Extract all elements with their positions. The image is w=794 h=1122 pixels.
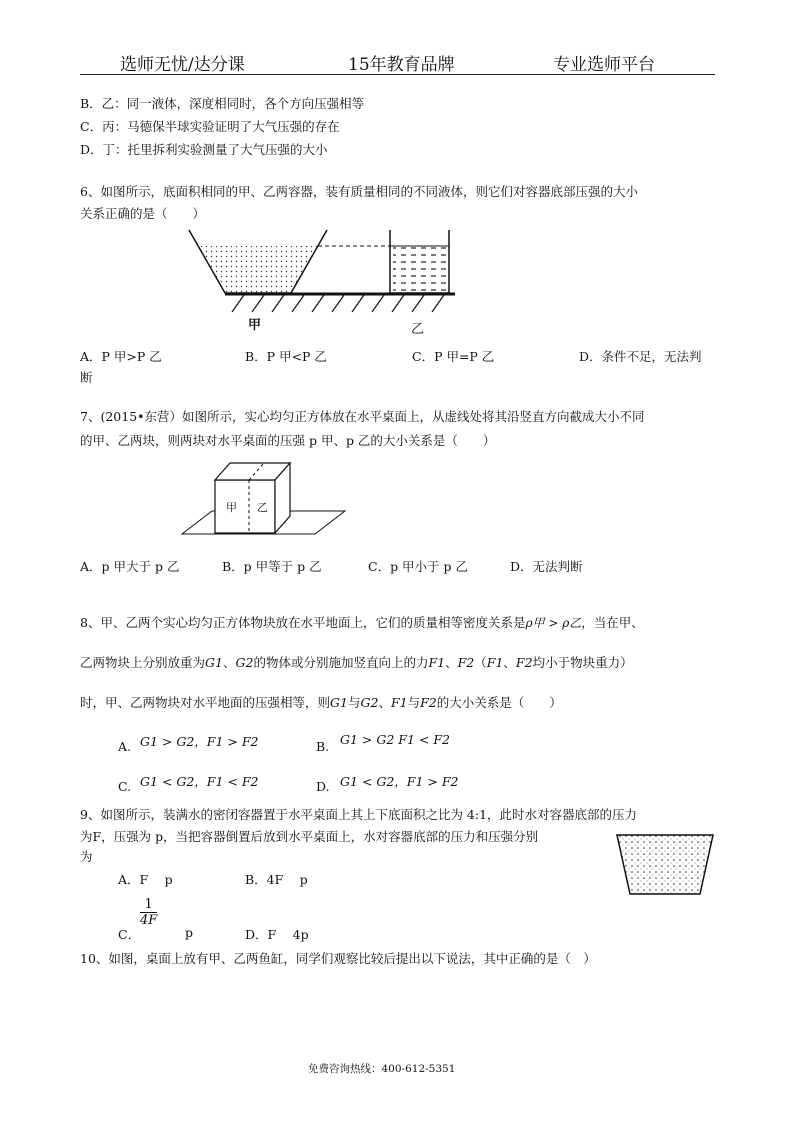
q7-label-jia: 甲	[226, 501, 237, 514]
q6-option-d-cont: 断	[80, 370, 93, 385]
q8-stem-line2-b: 的物体或分别施加竖直向上的力	[253, 655, 429, 670]
q8-option-a-label: A.	[118, 739, 132, 754]
q8-option-c: G1 < G2，F1 < F2	[140, 774, 259, 789]
q8-option-b: G1 > G2 F1 < F2	[340, 732, 450, 747]
q9-option-c-numerator: 1	[140, 897, 157, 913]
q6-option-a: A．P 甲>P 乙	[80, 349, 162, 364]
q9-option-c-p: p	[185, 925, 194, 940]
header-center: 15年教育品牌	[348, 55, 455, 75]
q8-option-b-label: B.	[316, 739, 330, 754]
q6-container-jia-liquid	[198, 246, 318, 293]
header-left: 选师无忧/达分课	[120, 55, 245, 75]
q8-rho-relation: ρ甲 > ρ乙	[525, 616, 582, 630]
q8-g1: G1	[205, 655, 223, 670]
q9-container	[617, 835, 713, 894]
q7-option-c: C．p 甲小于 p 乙	[368, 559, 468, 574]
q6-label-yi: 乙	[411, 322, 425, 337]
q8-option-a: G1 > G2，F1 > F2	[140, 734, 259, 749]
q8-f2: F2	[457, 655, 475, 670]
q7-option-b: B．p 甲等于 p 乙	[222, 559, 322, 574]
q8-stem-line2-a: 乙两物块上分别放重为	[80, 655, 206, 670]
q6-option-c: C．P 甲=P 乙	[412, 349, 495, 364]
q10-stem-line1: 10、如图，桌面上放有甲、乙两鱼缸，同学们观察比较后提出以下说法，其中正确的是（ ）	[80, 951, 596, 966]
q6-ground-hatch	[232, 295, 444, 312]
q8-option-c-label: C.	[118, 779, 132, 794]
q7-option-d: D．无法判断	[510, 559, 583, 574]
q6-label-jia: 甲	[248, 318, 262, 333]
q7-stem-line2: 的甲、乙两块，则两块对水平桌面的压强 p 甲、p 乙的大小关系是（ ）	[80, 433, 496, 448]
q8-stem-line3: 时，甲、乙两物块对水平地面的压强相等，则G1与G2、F1与F2的大小关系是（ ）	[80, 695, 562, 710]
q8-stem-line1	[80, 612, 644, 634]
q8-option-d-label: D.	[316, 779, 330, 794]
q9-option-c-denominator: 4F	[140, 913, 158, 928]
q6-option-d: D．条件不足，无法判	[579, 349, 702, 364]
q9-option-c-fraction	[140, 897, 157, 928]
q9-stem-line2: 为F，压强为 p，当把容器倒置后放到水平桌面上，水对容器底部的压力和压强分别	[80, 829, 539, 844]
q8-g2: G2	[235, 655, 254, 670]
q9-option-b: B．4F p	[245, 872, 308, 887]
footer-hotline: 免费咨询热线：400-612-5351	[308, 1063, 456, 1075]
q7-stem-line1: 7、(2015•东营）如图所示，实心均匀正方体放在水平桌面上，从虚线处将其沿竖直方向截成大小不同	[80, 409, 645, 424]
q6-stem-line1: 6、如图所示，底面积相同的甲、乙两容器，装有质量相同的不同液体，则它们对容器底部压强的大小	[80, 184, 638, 199]
q8-stem-line3-b: 的大小关系是（ ）	[436, 695, 562, 710]
q9-stem-line3: 为	[80, 849, 93, 864]
q5-option-d: D．丁：托里拆利实验测量了大气压强的大小	[80, 142, 328, 157]
q8-stem-line3-a: 时，甲、乙两物块对水平地面的压强相等，则	[80, 695, 331, 710]
q8-stem-line1-a: 8、甲、乙两个实心均匀正方体物块放在水平地面上，它们的质量相等密度关系是	[80, 615, 526, 630]
q8-option-d: G1 < G2，F1 > F2	[340, 774, 459, 789]
q8-stem-line2: 乙两物块上分别放重为G1、G2的物体或分别施加竖直向上的力F1、F2（F1、F2均小于物块重力）	[80, 655, 633, 670]
q8-stem-line2-d: 均小于物块重力）	[532, 655, 633, 670]
q8-stem-line1-b: ，当在甲、	[581, 615, 644, 630]
q9-option-d: D．F 4p	[245, 927, 309, 942]
q5-option-c: C．丙：马德保半球实验证明了大气压强的存在	[80, 119, 340, 134]
q9-stem-line1: 9、如图所示，装满水的密闭容器置于水平桌面上其上下底面积之比为 4:1，此时水对容器底部的压力	[80, 807, 638, 822]
header-right: 专业选师平台	[553, 55, 655, 75]
q6-stem-line2: 关系正确的是（ ）	[80, 206, 206, 221]
q7-label-yi: 乙	[257, 501, 268, 514]
q7-option-a: A．p 甲大于 p 乙	[80, 559, 180, 574]
q8-f1: F1	[428, 655, 446, 670]
q6-container-yi-liquid	[393, 246, 446, 293]
q9-option-c-label: C．	[118, 927, 141, 942]
q5-option-b: B．乙：同一液体，深度相同时，各个方向压强相等	[80, 96, 365, 111]
q9-option-a: A．F p	[118, 872, 173, 887]
q6-option-b: B．P 甲<P 乙	[245, 349, 327, 364]
